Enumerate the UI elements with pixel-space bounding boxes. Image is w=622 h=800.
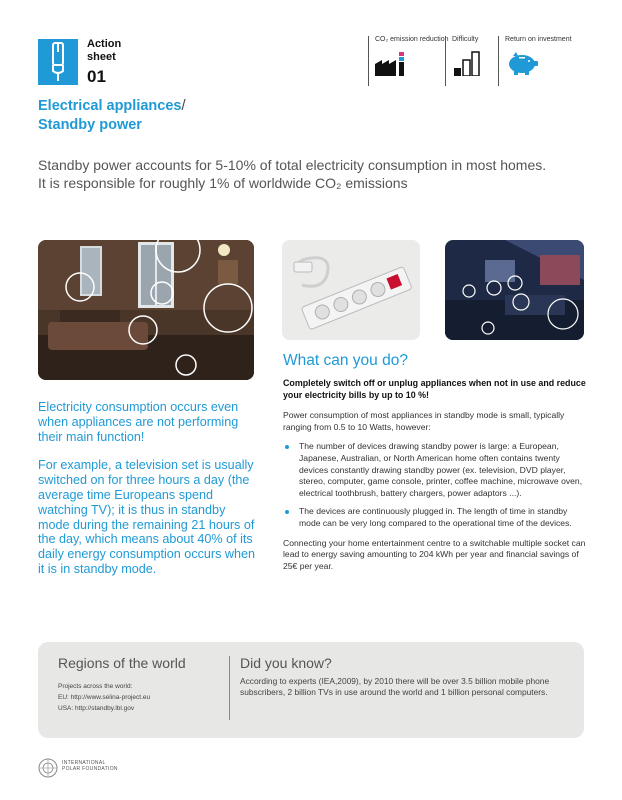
factory-icon (375, 50, 409, 76)
what-can-you-do-heading: What can you do? (283, 352, 408, 369)
steps-icon (452, 50, 482, 76)
foundation-name: INTERNATIONAL POLAR FOUNDATION (62, 760, 118, 772)
eu-link[interactable]: EU: http://www.selina-project.eu (58, 694, 151, 701)
piggy-bank-icon (505, 50, 541, 76)
action-sheet-icon-box (38, 39, 78, 85)
page-title: Electrical appliances/ Standby power (38, 98, 186, 133)
bullet-list (283, 441, 588, 529)
regions-list: Projects across the world: EU: http://www.selina-project.eu USA: http://standby.lbl.gov (58, 683, 151, 712)
living-room-photo (38, 240, 254, 380)
intro-text: Standby power accounts for 5-10% of total electricity consumption in most homes. It is responsible for roughly 1% of worldwide CO₂ emissions (38, 157, 547, 191)
bedroom-photo (445, 240, 584, 340)
what-can-you-do-body: Completely switch off or unplug appliances when not in use and reduce your electricity bills by up to 10 %! Power consumption of most appliances in standby mode is small, typically ranging from 0.5 to 10 Watts, however: The number of devices drawing standby power is large: a European, Japanese, Australian, or North American home often contains twenty devices constantly drawing standby power (ex. television, DVD player, stereo, computer, game console, printer, coffee machine, microwave oven, electrical toothbrush, battery chargers, power adaptors ...). The devices are continuously plugged in. The length of time in standby mode can be very long compared to the operational time of the devices. Connecting your home entertainment centre to a switchable multiple socket can lead to energy saving amounting to 204 kWh per year and financial savings of 25€ per year. (283, 378, 588, 580)
action-sheet-label: Action sheet (87, 38, 122, 63)
bullet-icon (285, 510, 289, 514)
rating-return: Return on investment (498, 36, 584, 86)
list-item: The number of devices drawing standby power is large: a European, Japanese, Australian, or North American home often contains twenty devices constantly drawing standby power (ex. television, DVD player, stereo, computer, game console, printer, coffee machine, microwave oven, electrical toothbrush, battery chargers, power adaptors ...). (283, 441, 588, 499)
list-item: The devices are continuously plugged in. The length of time in standby mode can be very long compared to the operational time of the devices. (283, 506, 588, 529)
sheet-number: 01 (87, 67, 106, 86)
usa-link[interactable]: USA: http://standby.lbl.gov (58, 705, 135, 712)
left-column-text: Electricity consumption occurs even when appliances are not performing their main function! For example, a television set is usually switched on for three hours a day (the average time Europeans spend watching TV); it is thus in standby mode during the remaining 21 hours of the day, which means about 40% of its daily energy consumption occurs when it is in standby mode. (38, 400, 256, 576)
foundation-logo-icon (38, 758, 58, 783)
bullet-icon (285, 445, 289, 449)
rating-difficulty: Difficulty (445, 36, 497, 86)
did-you-know-title: Did you know? (240, 655, 332, 671)
info-box-divider (229, 656, 230, 720)
did-you-know-text: According to experts (IEA,2009), by 2010 there will be over 3.5 billion mobile phone subscribers, 2 billion TVs in use around the world and 1 billion personal computers. (240, 676, 550, 698)
regions-title: Regions of the world (58, 655, 186, 671)
power-strip-photo (282, 240, 420, 340)
plug-icon (38, 39, 78, 85)
rating-co2: CO₂ emission reduction (368, 36, 442, 86)
